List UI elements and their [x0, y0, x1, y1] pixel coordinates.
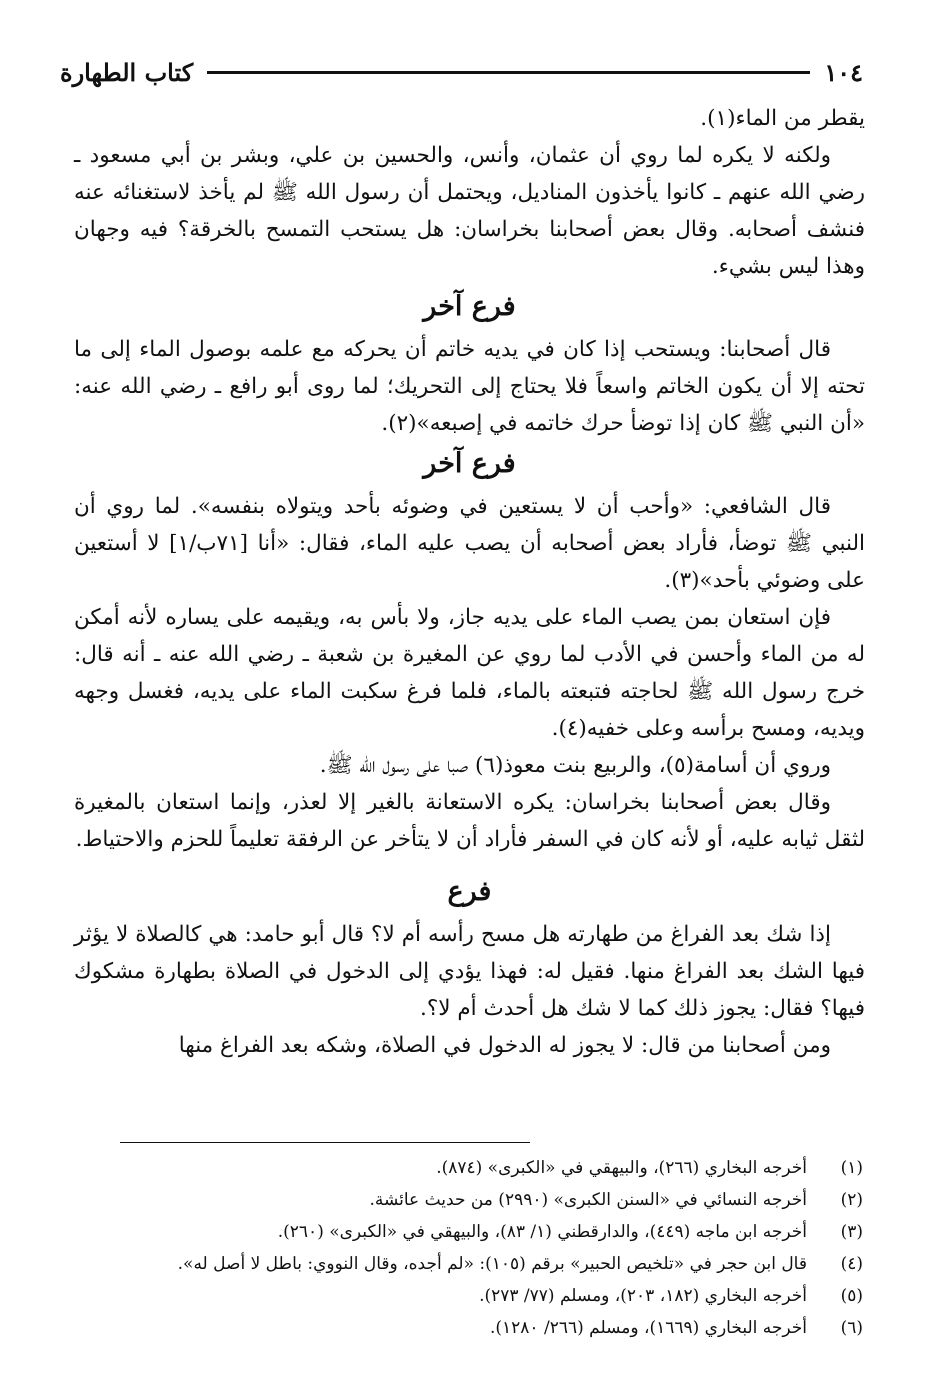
- paragraph: فإن استعان بمن يصب الماء على يديه جاز، ولا بأس به، ويقيمه على يساره لأنه أمكن له من الماء وأحسن في الأدب لما روي عن المغيرة بن شعبة ـ رضي الله عنه ـ أنه قال: خرج رسول الله ﷺ لحاجته فتبعته بالماء، فلما فرغ سكبت الماء على يديه، فغسل وجهه ويديه، ومسح برأسه وعلى خفيه(٤).: [74, 605, 865, 741]
- section-heading: فرع آخر: [423, 291, 516, 322]
- main-text: [74, 100, 865, 1064]
- page-number: ١٠٤: [824, 57, 863, 87]
- footnote: [80, 1216, 863, 1248]
- footnote-number: (٥): [840, 1286, 863, 1306]
- footnote: [80, 1248, 863, 1280]
- footnote-number: (٣): [840, 1222, 863, 1242]
- section-heading: فرع: [447, 876, 492, 907]
- footnote-number: (١): [840, 1158, 863, 1178]
- footnotes: [80, 1152, 863, 1344]
- footnote-text: أخرجه البخاري (١٨٢، ٢٠٣)، ومسلم (٧٧/ ٢٧٣).: [479, 1286, 807, 1306]
- header-rule: [207, 71, 810, 74]
- footnote-separator: [120, 1142, 530, 1143]
- paragraph: وروي أن أسامة(٥)، والربيع بنت معوذ(٦) صبا على رسول الله ﷺ.: [319, 753, 831, 778]
- paragraph: إذا شك بعد الفراغ من طهارته هل مسح رأسه أم لا؟ قال أبو حامد: هي كالصلاة لا يؤثر فيها الشك بعد الفراغ منها. فقيل له: فهذا يؤدي إلى الدخول في الصلاة بطهارة مشكوك فيها؟ فقال: يجوز ذلك كما لا شك هل أحدث أم لا؟.: [74, 922, 865, 1021]
- paragraph: يقطر من الماء(١).: [700, 106, 865, 131]
- running-title: كتاب الطهارة: [60, 57, 194, 87]
- footnote: [80, 1184, 863, 1216]
- footnote: [80, 1312, 863, 1344]
- footnote-text: أخرجه البخاري (٢٦٦)، والبيهقي في «الكبرى» (٨٧٤).: [436, 1158, 807, 1178]
- footnote-text: قال ابن حجر في «تلخيص الحبير» برقم (١٠٥): «لم أجده، وقال النووي: باطل لا أصل له».: [177, 1254, 807, 1274]
- footnote-text: أخرجه ابن ماجه (٤٤٩)، والدارقطني (١/ ٨٣)، والبيهقي في «الكبرى» (٢٦٠).: [277, 1222, 807, 1242]
- paragraph: وقال بعض أصحابنا بخراسان: يكره الاستعانة بالغير إلا لعذر، وإنما استعان بالمغيرة لثقل ثيابه عليه، أو لأنه كان في السفر فأراد أن لا يتأخر عن الرفقة تعليماً للحزم والاحتياط.: [74, 790, 865, 852]
- paragraph: ولكنه لا يكره لما روي أن عثمان، وأنس، والحسين بن علي، وبشر بن أبي مسعود ـ رضي الله عنهم ـ كانوا يأخذون المناديل، ويحتمل أن رسول الله ﷺ لم يأخذ لاستغنائه عنه فنشف أصحابه. وقال بعض أصحابنا بخراسان: هل يستحب التمسح بالخرقة؟ فيه وجهان وهذا ليس بشيء.: [74, 143, 865, 279]
- footnote-text: أخرجه البخاري (١٦٦٩)، ومسلم (٢٦٦/ ١٢٨٠).: [489, 1318, 807, 1338]
- footnote-number: (٢): [840, 1190, 863, 1210]
- footnote: [80, 1280, 863, 1312]
- footnote: [80, 1152, 863, 1184]
- footnote-number: (٤): [840, 1254, 863, 1274]
- footnote-number: (٦): [840, 1318, 863, 1338]
- paragraph: قال أصحابنا: ويستحب إذا كان في يديه خاتم أن يحركه مع علمه بوصول الماء إلى ما تحته إلا أن يكون الخاتم واسعاً فلا يحتاج إلى التحريك؛ لما روى أبو رافع ـ رضي الله عنه: «أن النبي ﷺ كان إذا توضأ حرك خاتمه في إصبعه»(٢).: [74, 337, 865, 436]
- footnote-text: أخرجه النسائي في «السنن الكبرى» (٢٩٩٠) من حديث عائشة.: [369, 1190, 807, 1210]
- section-heading: فرع آخر: [423, 448, 516, 479]
- page-header: [60, 54, 863, 90]
- paragraph: ومن أصحابنا من قال: لا يجوز له الدخول في الصلاة، وشكه بعد الفراغ منها: [178, 1033, 831, 1058]
- paragraph: قال الشافعي: «وأحب أن لا يستعين في وضوئه بأحد ويتولاه بنفسه». لما روي أن النبي ﷺ توضأ، فأراد بعض أصحابه أن يصب عليه الماء، فقال: «أنا [٧١ب/١] لا أستعين على وضوئي بأحد»(٣).: [74, 494, 865, 593]
